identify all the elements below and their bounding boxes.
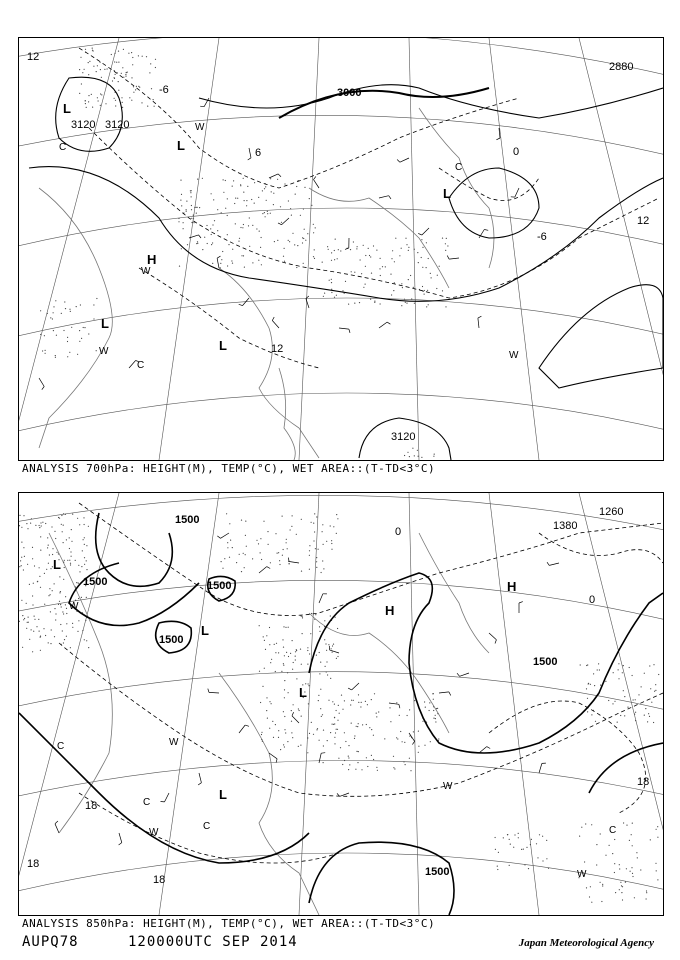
warm-marker: W — [195, 122, 205, 133]
isotherms — [59, 503, 663, 863]
cold-marker: C — [59, 142, 67, 153]
label-t-6-a: -6 — [159, 84, 169, 96]
thermal-markers — [59, 122, 519, 371]
warm-marker: W — [443, 781, 453, 792]
label-1500-d: 1500 — [159, 634, 184, 646]
warm-marker: W — [577, 869, 587, 880]
latitude-lines — [19, 495, 663, 893]
low-center: L — [177, 138, 185, 153]
label-t18-b: 18 — [27, 858, 40, 870]
pressure-systems — [63, 101, 451, 353]
map-850hpa — [19, 493, 663, 915]
low-center: L — [201, 623, 209, 638]
label-1500-b: 1500 — [83, 576, 108, 588]
bulletin-code: AUPQ78 — [22, 934, 79, 950]
label-t18-a: 18 — [85, 800, 98, 812]
agency-credit: Japan Meteorological Agency — [518, 937, 654, 949]
low-center: L — [219, 338, 227, 353]
height-contours — [29, 77, 663, 460]
coastlines — [49, 533, 489, 915]
label-3120-c: 3120 — [391, 431, 416, 443]
caption-850hpa: ANALYSIS 850hPa: HEIGHT(M), TEMP(°C), WET AREA::(T-TD<3°C) — [22, 917, 436, 930]
label-1500-c: 1500 — [207, 580, 232, 592]
high-center: H — [147, 252, 157, 267]
contour-3000 — [279, 88, 489, 118]
wet-areas — [19, 513, 659, 903]
coastlines — [39, 108, 494, 460]
label-3120-a: 3120 — [71, 119, 96, 131]
cold-marker: C — [203, 821, 211, 832]
height-contours — [19, 513, 663, 915]
label-t0-b: 0 — [589, 594, 596, 606]
label-3000: 3000 — [337, 87, 362, 99]
warm-marker: W — [169, 737, 179, 748]
warm-marker: W — [509, 350, 519, 361]
longitude-lines — [19, 493, 663, 915]
low-center: L — [299, 685, 307, 700]
chart-700hpa — [18, 37, 664, 461]
label-1380: 1380 — [553, 520, 578, 532]
cold-marker: C — [455, 162, 463, 173]
warm-marker: W — [99, 346, 109, 357]
contour-labels — [83, 514, 557, 878]
thermal-markers — [57, 601, 616, 880]
warm-marker: W — [149, 827, 159, 838]
label-t6: 6 — [255, 147, 262, 159]
label-t18-d: 18 — [637, 776, 650, 788]
label-t12-a: 12 — [27, 51, 40, 63]
low-center: L — [101, 316, 109, 331]
label-t-6-b: -6 — [537, 231, 547, 243]
label-3120-b: 3120 — [105, 119, 130, 131]
high-center: H — [507, 579, 517, 594]
cold-marker: C — [57, 741, 65, 752]
label-t12-b: 12 — [637, 215, 650, 227]
label-t18-c: 18 — [153, 874, 166, 886]
low-center: L — [219, 787, 227, 802]
cold-marker: C — [137, 360, 145, 371]
label-1500-f: 1500 — [425, 866, 450, 878]
caption-700hpa: ANALYSIS 700hPa: HEIGHT(M), TEMP(°C), WET AREA::(T-TD<3°C) — [22, 462, 436, 475]
label-t12-c: 12 — [271, 343, 284, 355]
low-center: L — [53, 557, 61, 572]
label-1260: 1260 — [599, 506, 624, 518]
label-t0-a: 0 — [395, 526, 402, 538]
label-1500-e: 1500 — [533, 656, 558, 668]
label-1500-a: 1500 — [175, 514, 200, 526]
low-center: L — [443, 186, 451, 201]
label-2880: 2880 — [609, 61, 634, 73]
cold-marker: C — [609, 825, 617, 836]
map-700hpa — [19, 38, 663, 460]
station-plots — [55, 533, 559, 845]
warm-marker: W — [141, 266, 151, 277]
label-t0: 0 — [513, 146, 520, 158]
warm-marker: W — [69, 601, 79, 612]
cold-marker: C — [143, 797, 151, 808]
longitude-lines — [19, 38, 663, 460]
high-center: H — [385, 603, 395, 618]
chart-850hpa — [18, 492, 664, 916]
valid-time: 120000UTC SEP 2014 — [128, 934, 298, 950]
isotherm-labels — [27, 506, 649, 886]
low-center: L — [63, 101, 71, 116]
